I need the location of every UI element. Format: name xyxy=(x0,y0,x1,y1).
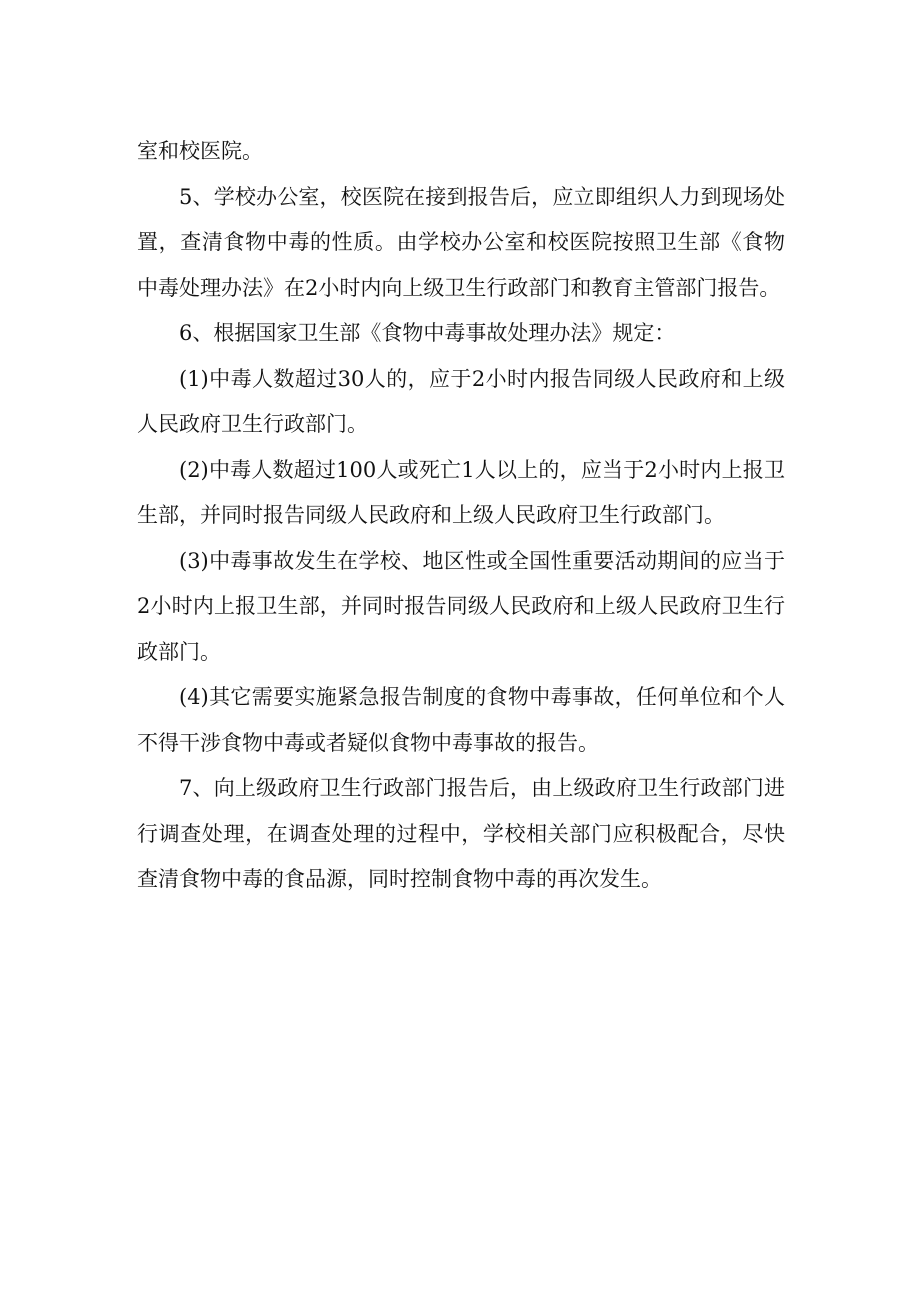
paragraph-subitem-1: (1)中毒人数超过30人的，应于2小时内报告同级人民政府和上级人民政府卫生行政部门。 xyxy=(137,366,785,436)
paragraph-item-5: 5、学校办公室，校医院在接到报告后，应立即组织人力到现场处置，查清食物中毒的性质。由学校办公室和校医院按照卫生部《食物中毒处理办法》在2小时内向上级卫生行政部门和教育主管部门报告。 xyxy=(137,184,785,300)
paragraph-continuation: 室和校医院。 xyxy=(137,139,263,163)
paragraph-item-6: 6、根据国家卫生部《食物中毒事故处理办法》规定： xyxy=(179,321,676,345)
paragraph-subitem-3: (3)中毒事故发生在学校、地区性或全国性重要活动期间的应当于2小时内上报卫生部，并同时报告同级人民政府和上级人民政府卫生行政部门。 xyxy=(137,548,785,664)
paragraph-item-7: 7、向上级政府卫生行政部门报告后，由上级政府卫生行政部门进行调查处理，在调查处理的过程中，学校相关部门应积极配合，尽快查清食物中毒的食品源，同时控制食物中毒的再次发生。 xyxy=(137,776,785,891)
paragraph-subitem-2: (2)中毒人数超过100人或死亡1人以上的，应当于2小时内上报卫生部，并同时报告同级人民政府和上级人民政府卫生行政部门。 xyxy=(137,457,785,527)
document-body xyxy=(137,129,785,903)
paragraph-subitem-4: (4)其它需要实施紧急报告制度的食物中毒事故，任何单位和个人不得干涉食物中毒或者疑似食物中毒事故的报告。 xyxy=(137,685,785,755)
